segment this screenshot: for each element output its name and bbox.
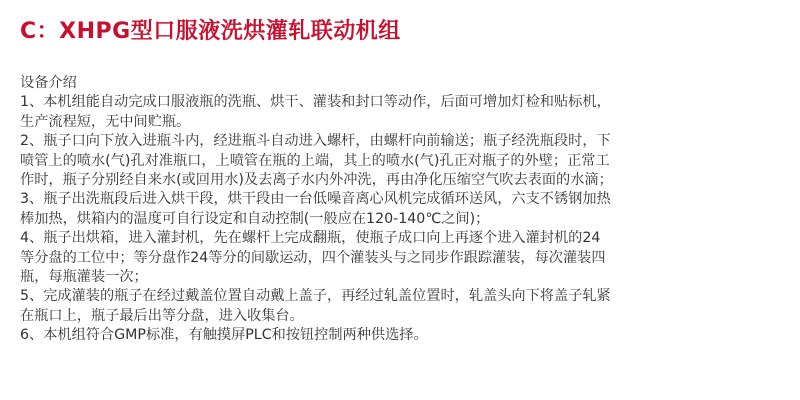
section-heading: 设备介绍 [20,75,77,91]
description-line: 2、瓶子口向下放入进瓶斗内，经进瓶斗自动进入螺杆，由螺杆向前输送；瓶子经洗瓶段时，下 [20,133,611,150]
description-line: 瓶，每瓶灌装一次； [20,268,148,285]
description-line: 6、本机组符合GMP标准，有触摸屏PLC和按钮控制两种供选择。 [20,327,428,344]
description-body [20,74,780,345]
description-line: 等分盘的工位中；等分盘作24等分的间歇运动，四个灌装头与之同步作跟踪灌装，每次灌装四 [20,249,606,266]
page-title: C：XHPG型口服液洗烘灌轧联动机组 [20,19,401,44]
description-line: 棒加热，烘箱内的温度可自行设定和自动控制(一般应在120-140℃之间)； [20,210,490,227]
description-line: 3、瓶子出洗瓶段后进入烘干段，烘干段由一台低噪音离心风机完成循环送风，六支不锈钢加热 [20,191,611,208]
description-line: 4、瓶子出烘箱，进入灌封机，先在螺杆上完成翻瓶，使瓶子成口向上再逐个进入灌封机的24 [20,230,601,247]
description-line: 喷管上的喷水(气)孔对准瓶口，上喷管在瓶的上端，其上的喷水(气)孔正对瓶子的外壁；正常工 [20,152,610,169]
description-line: 作时，瓶子分别经自来水(或回用水)及去离子水内外冲洗，再由净化压缩空气吹去表面的水滴； [20,171,613,188]
description-line: 1、本机组能自动完成口服液瓶的洗瓶、烘干、灌装和封口等动作，后面可增加灯检和贴标机， [20,94,611,111]
description-line: 生产流程短，无中间贮瓶。 [20,113,191,130]
description-line: 在瓶口上，瓶子最后出等分盘，进入收集台。 [20,307,304,324]
description-line: 5、完成灌装的瓶子在经过戴盖位置自动戴上盖子，再经过轧盖位置时，轧盖头向下将盖子轧紧 [20,288,611,305]
